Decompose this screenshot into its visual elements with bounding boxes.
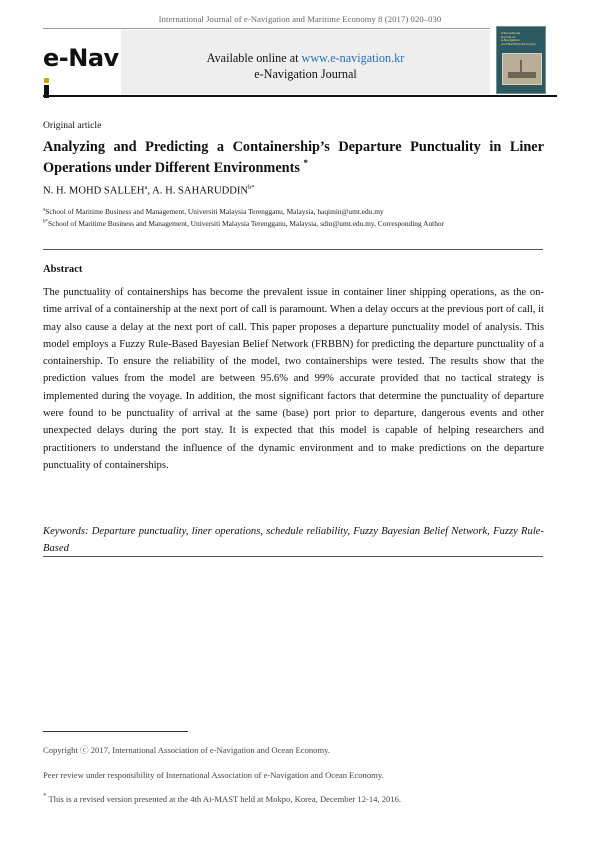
author-affiliation-mark: a [144,184,148,191]
divider-rule [43,249,543,250]
peer-review-footnote: Peer review under responsibility of International Association of e-Navigation and Ocean Economy. [43,770,384,780]
affiliation-a: $^a$School of Maritime Business and Management, Universiti Malaysia Terengganu, Malaysia, haqimin@umt.edu.my [43,207,384,216]
author-affiliation-mark: b* [248,184,255,191]
copyright-footnote: Copyright ⓒ 2017, International Association of e-Navigation and Ocean Economy. [43,745,331,755]
divider-rule [43,556,543,557]
title-footnote-mark[interactable]: * [303,158,309,169]
cover-ship-image [502,53,542,85]
journal-url-link[interactable]: www.e-navigation.kr [301,51,405,65]
article-type: Original article [43,120,102,131]
abstract-heading: Abstract [43,264,83,275]
journal-logo [43,44,119,76]
logo-text: e-Nav [43,44,119,72]
banner-available-text: Available online at [206,51,302,65]
article-title-text: Analyzing and Predicting a Containership’s Departure Punctuality in Liner Operations under Different Environments [43,139,544,176]
author-list: N. H. MOHD SALLEH$^a$, A. H. $SAHARUDDIN^{b*}$ [43,184,255,197]
footnote-rule [43,731,188,732]
cover-title: International Journal of e-Navigation and Maritime Economy [501,31,536,46]
abstract-text: The punctuality of containerships has become the prevalent issue in container liner shipping operations, as the on-time arrival of a containership at the next port of call is paramount. When a delay occurs at the previous port of call, it may also cause a delay at the next port of call. This paper proposes a departure punctuality model of analysis. This model employs a Fuzzy Rule-Based Bayesian Belief Network (FRBBN) for predicting the departure punctuality of a containership. To ensure the reliability of the model, two containerships were tested. The results show that the prediction values from the model are between 95.6% and 99% accurate provided that no tactical strategy is implemented during the voyage. In addition, the most significant factors that determine the punctuality of departure were found to be punctuality of arrival at the same (base) port prior to departure, dangerous events and other unexpected delays during the port stay. It is expected that this model is capable of helping researchers and practitioners to understand the influence of the dynamic environment and to make predictions on the departure punctuality of containerships. [43,287,544,471]
availability-banner [121,30,490,94]
running-head: International Journal of e-Navigation and Maritime Economy 8 (2017) 020–030 [158,14,442,24]
masthead-top-rule [43,28,490,29]
keywords: Keywords: Departure punctuality, liner operations, schedule reliability, Fuzzy Bayesian Belief Network, Fuzzy Rule-Based [43,526,544,554]
banner-journal-name: e-Navigation Journal [254,67,357,81]
affiliation-b: $^{b*}$School of Maritime Business and Management, Universiti Malaysia Terengganu, Malaysia, sdin@umt.edu.my, Corresponding Author [43,219,445,228]
masthead-bottom-rule [43,95,557,97]
author-name: N. H. MOHD SALLEH [43,185,145,197]
journal-cover-thumbnail [496,26,546,94]
journal-masthead [43,28,557,94]
author-name: A. H. SAHARUDDIN [152,185,249,197]
article-title [43,137,544,179]
revised-version-footnote: * This is a revised version presented at the 4th Ai-MAST held at Mokpo, Korea, December 12-14, 2016. [43,792,402,804]
